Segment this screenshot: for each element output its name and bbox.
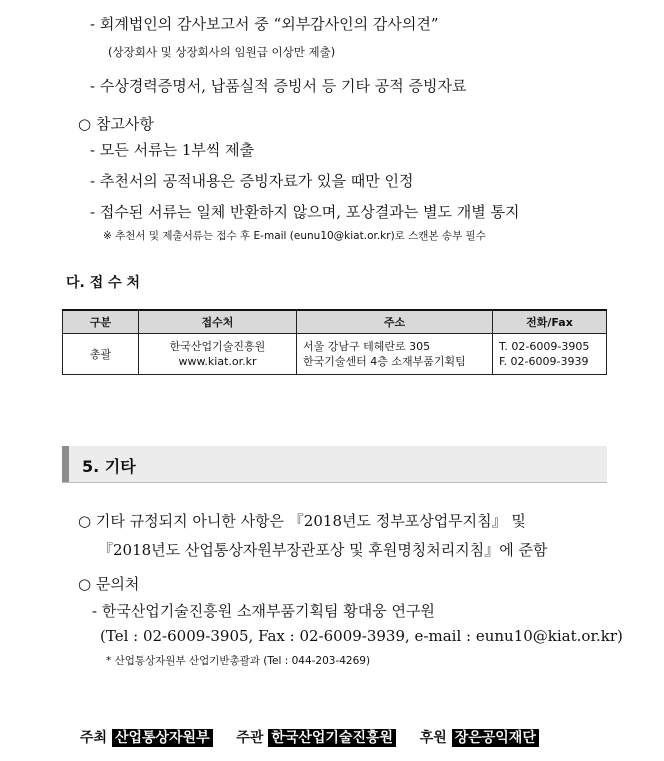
fax: F. 02-6009-3939 [499,355,589,368]
audit-report-note: (상장회사 및 상장회사의 임원급 이상만 제출) [108,45,336,59]
org-web[interactable]: www.kiat.or.kr [178,355,257,368]
contact-info: (Tel : 02-6009-3905, Fax : 02-6009-3939, e-mail : eunu10@kiat.or.kr) [100,627,623,645]
supporter-label: 후원 [419,730,447,746]
address-line1: 서울 강남구 테헤란로 305 [303,340,431,353]
other-proof-item: - 수상경력증명서, 납품실적 증빙서 등 기타 공적 증빙자료 [90,77,467,95]
contact-note: * 산업통상자원부 산업기반총괄과 (Tel : 044-203-4269) [106,655,371,667]
cell-category: 총괄 [63,334,139,375]
header-category: 구분 [63,310,139,334]
cell-phone [493,334,607,375]
header-address: 주소 [297,310,493,334]
supporter-name: 장은공익재단 [452,729,539,747]
reference-item-return: - 접수된 서류는 일체 반환하지 않으며, 포상결과는 별도 개별 통지 [90,203,520,221]
organizer-label: 주관 [236,730,264,746]
reference-item-copies: - 모든 서류는 1부씩 제출 [90,141,255,159]
host-name: 산업통상자원부 [112,729,213,747]
table-row [63,334,607,375]
cell-org [139,334,297,375]
tel: T. 02-6009-3905 [499,340,590,353]
header-phone: 전화/Fax [493,310,607,334]
cell-address [297,334,493,375]
rule-line2: 『2018년도 산업통상자원부장관포상 및 후원명칭처리지침』에 준함 [98,541,548,559]
section5-header [62,446,607,483]
reference-note: ※ 추천서 및 제출서류는 접수 후 E-mail (eunu10@kiat.or.kr)로 스캔본 송부 필수 [103,230,486,242]
contact-heading: ○ 문의처 [78,575,140,593]
header-org: 접수처 [139,310,297,334]
reception-heading: 다. 접 수 처 [66,275,141,291]
audit-report-item: - 회계법인의 감사보고서 중 “외부감사인의 감사의견” [90,15,439,33]
section5-title: 5. 기타 [82,457,136,476]
section-marker [62,446,69,482]
host-label: 주최 [80,730,108,746]
contact-person: - 한국산업기술진흥원 소재부품기획팀 황대웅 연구원 [92,602,435,620]
table-header-row [63,310,607,334]
sponsors-line [80,727,539,747]
org-name: 한국산업기술진흥원 [169,340,266,353]
address-line2: 한국기술센터 4층 소재부품기획팀 [303,355,466,368]
reference-item-proof: - 추천서의 공적내용은 증빙자료가 있을 때만 인정 [90,172,414,190]
reference-heading: ○ 참고사항 [78,115,154,133]
reception-table [62,309,607,375]
organizer-name: 한국산업기술진흥원 [268,729,396,747]
rule-line1: ○ 기타 규정되지 아니한 사항은 『2018년도 정부포상업무지침』 및 [78,512,526,530]
